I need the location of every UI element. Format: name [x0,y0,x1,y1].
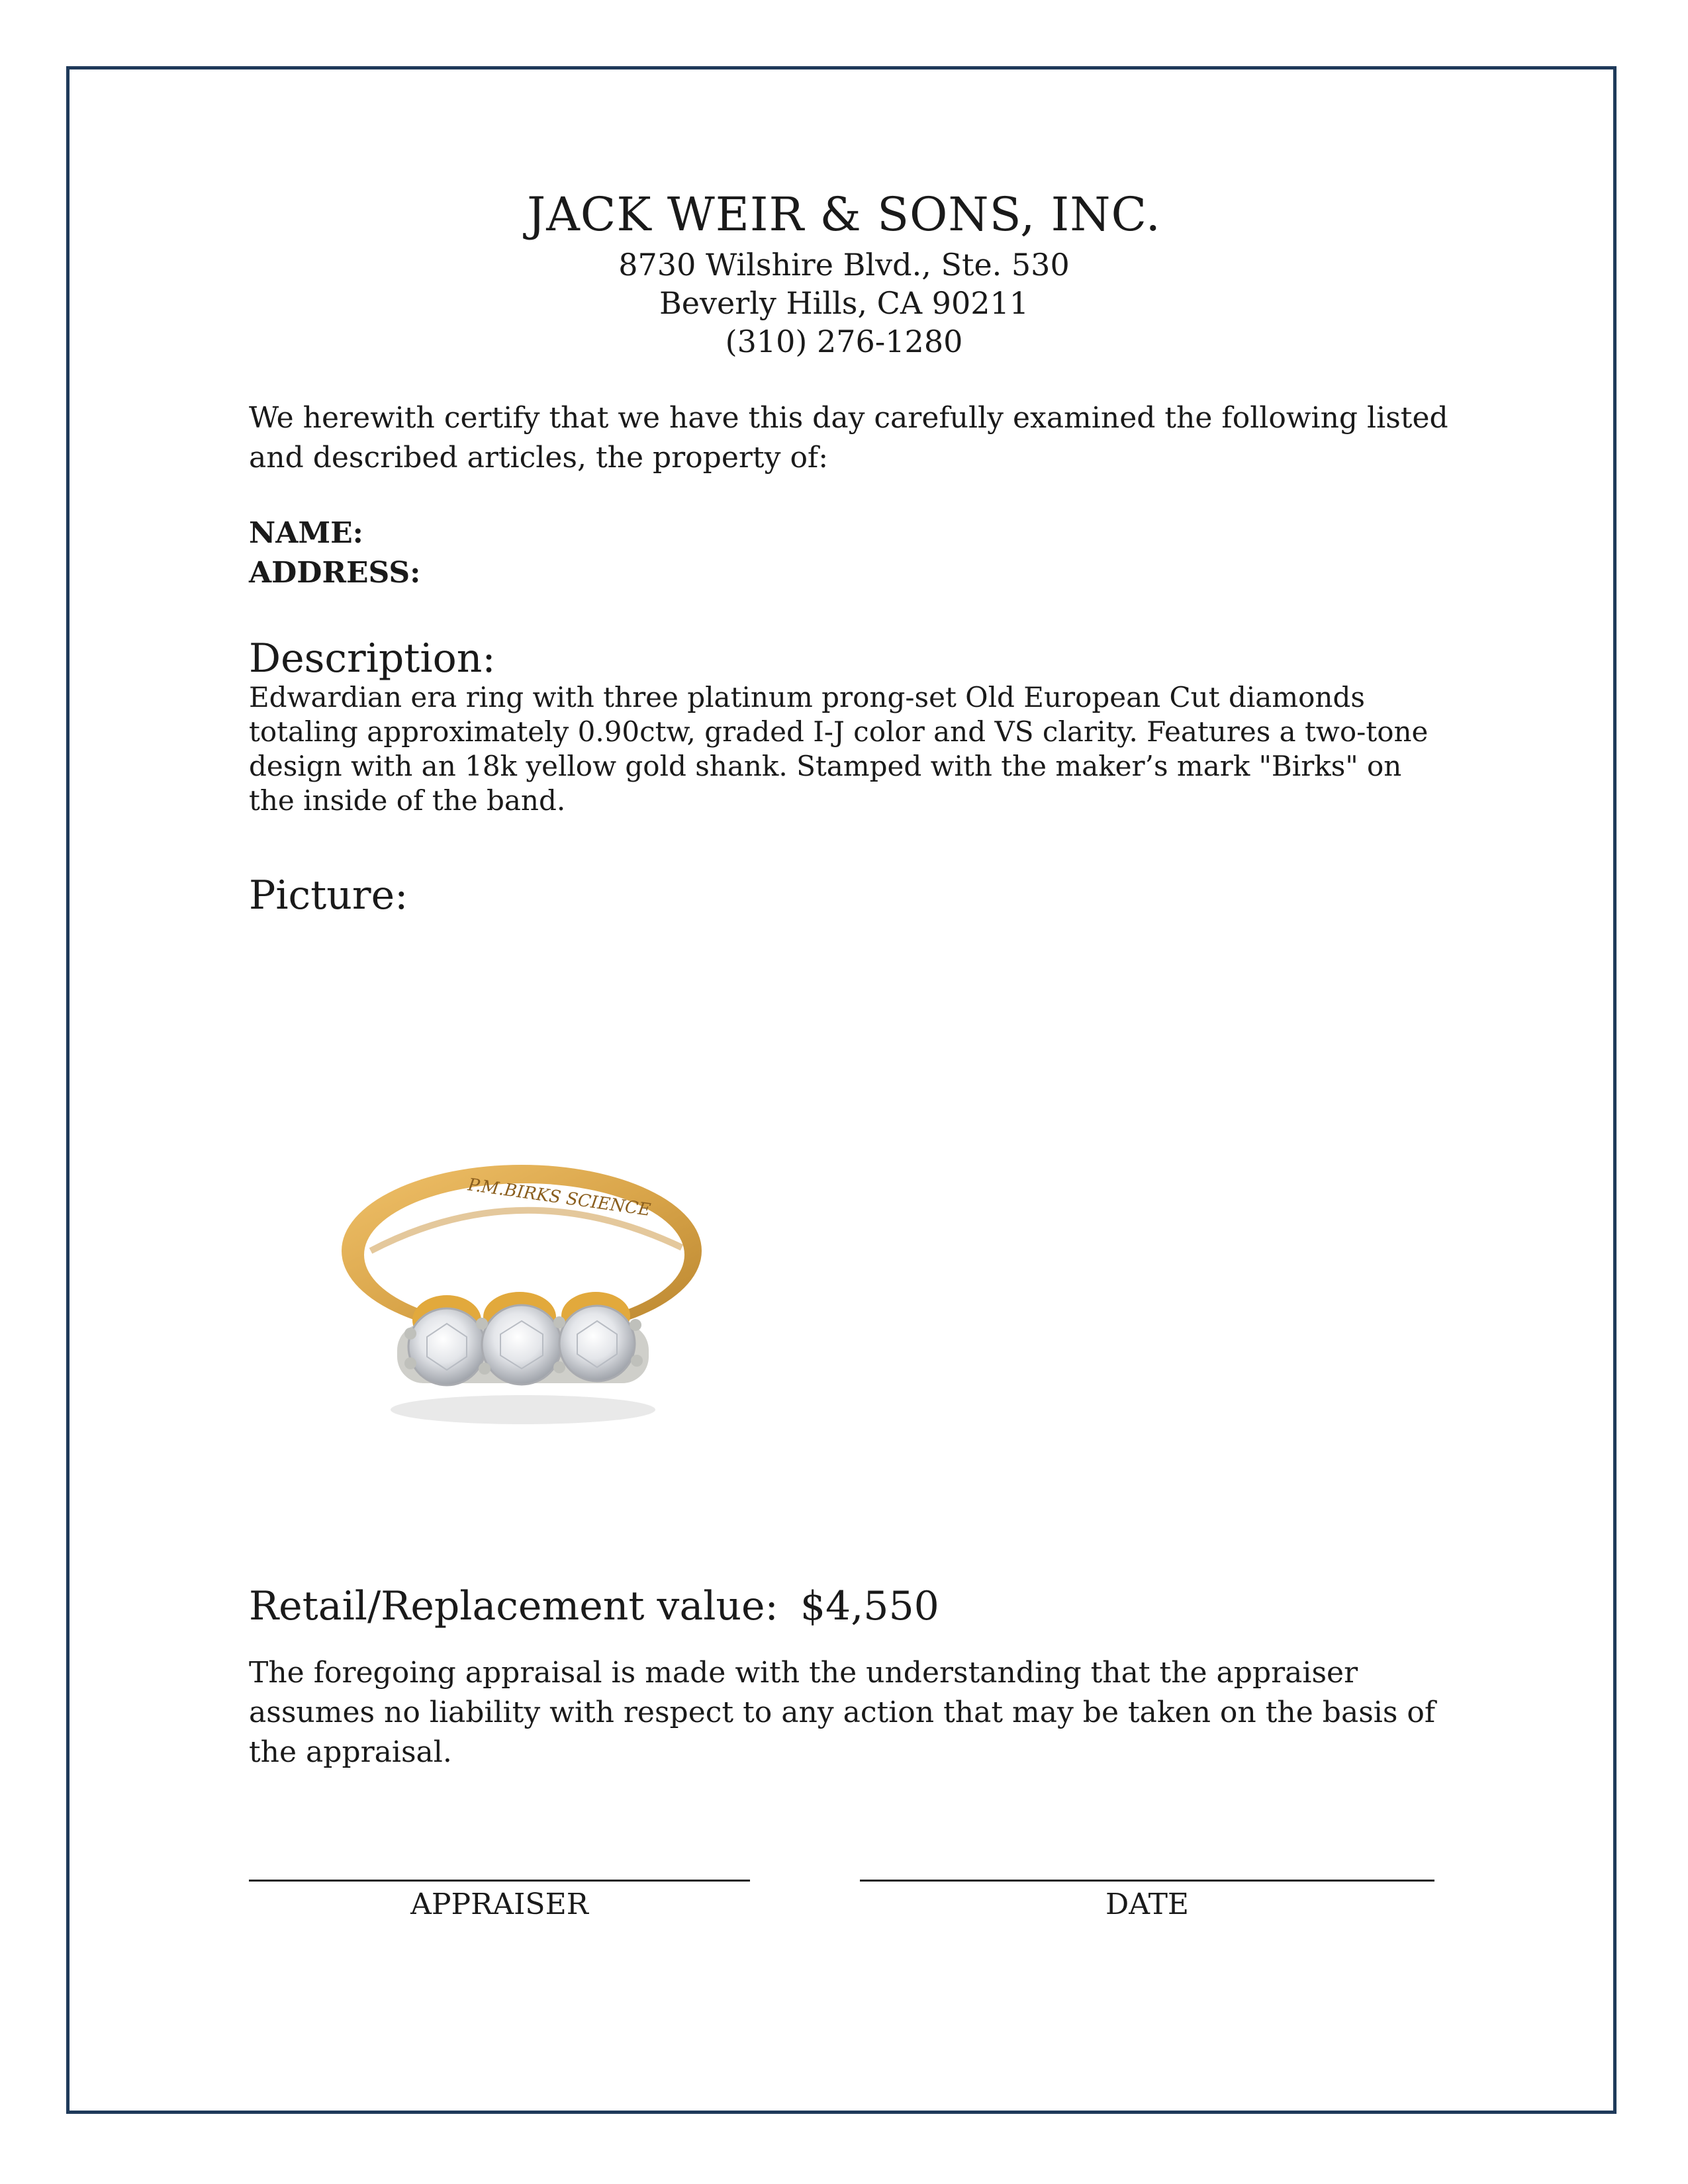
value-line [249,1583,939,1629]
address-line-2: Beverly Hills, CA 90211 [659,285,1029,321]
name-label: NAME: [249,516,363,550]
band-engraving: P.M.BIRKS SCIENCE [466,1175,652,1220]
ring-photo [311,1125,735,1443]
phone-number: (310) 276-1280 [725,324,963,359]
company-name: JACK WEIR & SONS, INC. [527,187,1161,242]
date-signature-line [860,1880,1434,1882]
value-label: Retail/Replacement value: [249,1583,778,1629]
description-text: Edwardian era ring with three platinum prong-set Old European Cut diamonds totaling approximately 0.90ctw, graded I-J color and VS clarity. Features a two-tone design with an 18k yellow gold shank. Stamped with the maker’s mark "Birks" on the inside of the band. [249,681,1429,817]
certification-text: We herewith certify that we have this day carefully examined the following listed and described articles, the property of: [249,401,1448,475]
description-heading: Description: [249,635,496,682]
address-label: ADDRESS: [249,556,421,590]
date-label: DATE [1105,1888,1190,1921]
disclaimer-text: The foregoing appraisal is made with the understanding that the appraiser assumes no liability with respect to any action that may be taken on the basis of the appraisal. [249,1656,1436,1769]
value-amount: $4,550 [800,1583,939,1629]
appraiser-signature-line [249,1880,750,1882]
appraiser-label: APPRAISER [410,1888,588,1921]
page-border [66,66,1617,2114]
address-line-1: 8730 Wilshire Blvd., Ste. 530 [618,247,1070,283]
picture-heading: Picture: [249,872,408,919]
